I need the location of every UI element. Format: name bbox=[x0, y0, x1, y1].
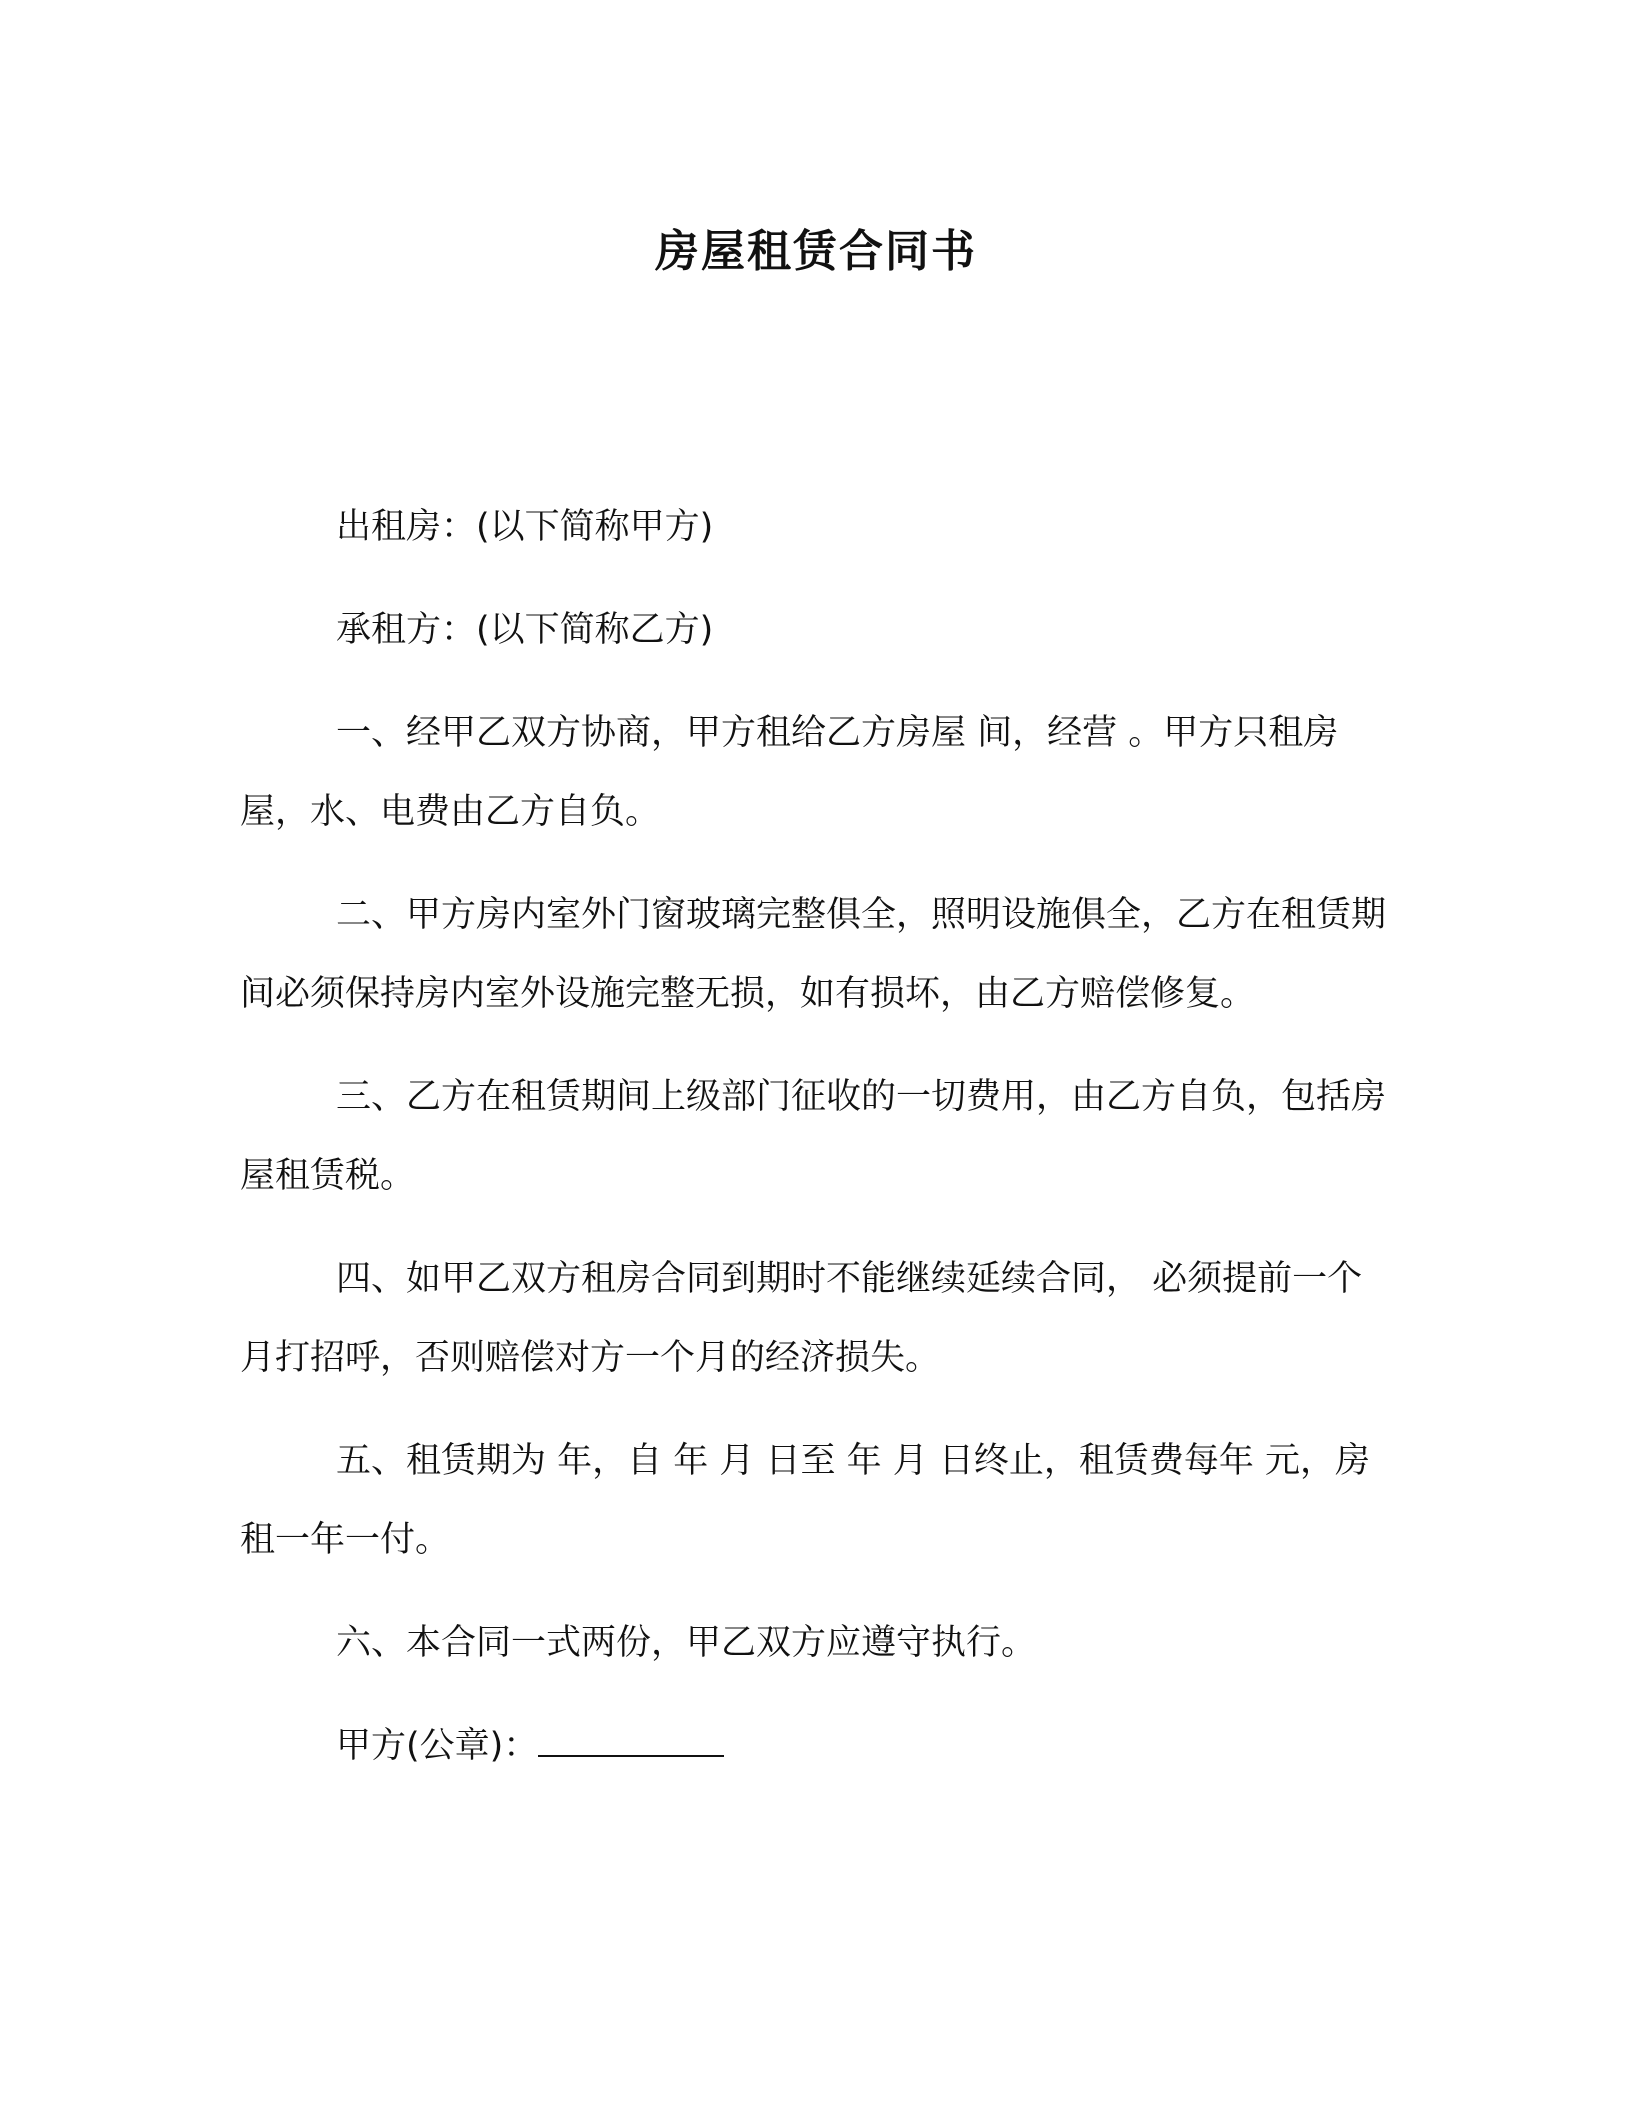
lessee-line: 承租方：(以下简称乙方) bbox=[336, 610, 714, 650]
signature-blank bbox=[538, 1725, 724, 1757]
lessor-line: 出租房：(以下简称甲方) bbox=[336, 507, 714, 547]
document-body bbox=[240, 488, 1392, 1786]
clause-2: 二、甲方房内室外门窗玻璃完整俱全，照明设施俱全，乙方在租赁期间必须保持房内室外设施完整无损，如有损坏，由乙方赔偿修复。 bbox=[240, 895, 1387, 1014]
document-title: 房屋租赁合同书 bbox=[655, 226, 977, 277]
clause-4: 四、如甲乙双方租房合同到期时不能继续延续合同， 必须提前一个月打招呼，否则赔偿对方一个月的经济损失。 bbox=[240, 1259, 1363, 1378]
signature-label: 甲方(公章)： bbox=[336, 1726, 539, 1766]
signature-line bbox=[240, 1707, 1392, 1786]
clause-6: 六、本合同一式两份，甲乙双方应遵守执行。 bbox=[336, 1623, 1037, 1663]
clause-1: 一、经甲乙双方协商，甲方租给乙方房屋 间，经营 。甲方只租房屋，水、电费由乙方自负。 bbox=[240, 713, 1339, 832]
clause-3: 三、乙方在租赁期间上级部门征收的一切费用，由乙方自负，包括房屋租赁税。 bbox=[240, 1077, 1387, 1196]
clause-5: 五、租赁期为 年，自 年 月 日至 年 月 日终止，租赁费每年 元，房租一年一付。 bbox=[240, 1441, 1371, 1560]
